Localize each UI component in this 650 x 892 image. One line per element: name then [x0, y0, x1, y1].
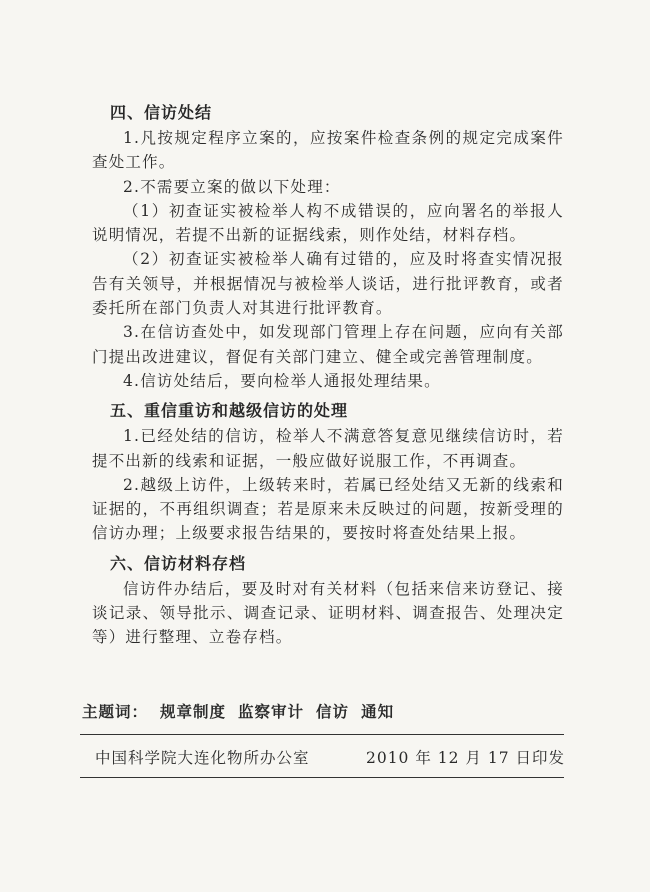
paragraph: （2）初查证实被检举人确有过错的，应及时将查实情况报告有关领导，并根据情况与被检举人谈话，进行批评教育，或者委托所在部门负责人对其进行批评教育。 [92, 250, 564, 318]
paragraph: 1.凡按规定程序立案的，应按案件检查条例的规定完成案件查处工作。 [92, 129, 564, 172]
paragraph: 2.不需要立案的做以下处理： [123, 177, 341, 196]
subject-keyword: 信访 [316, 703, 350, 721]
subject-keyword: 监察审计 [238, 703, 305, 721]
document-body [92, 100, 564, 650]
issuing-office: 中国科学院大连化物所办公室 [95, 749, 310, 767]
subject-label: 主题词： [82, 703, 149, 721]
paragraph: 1.已经处结的信访，检举人不满意答复意见继续信访时，若提不出新的线索和证据，一般应做好说服工作，不再调查。 [92, 427, 564, 470]
paragraph: （1）初查证实被检举人构不成错误的，应向署名的举报人说明情况，若提不出新的证据线索，则作处结，材料存档。 [92, 201, 564, 245]
footer-top-rule [80, 734, 564, 735]
issuance-footer [95, 746, 565, 768]
issue-date: 2010 年 12 月 17 日印发 [365, 749, 565, 767]
paragraph: 3.在信访查处中，如发现部门管理上存在问题，应向有关部门提出改进建议，督促有关部门建立、健全或完善管理制度。 [92, 323, 564, 366]
section-heading: 六、信访材料存档 [110, 553, 247, 573]
paragraph: 2.越级上访件，上级转来时，若属已经处结又无新的线索和证据的，不再组织调查；若是原来未反映过的问题，按新受理的信访办理；上级要求报告结果的，要按时将查处结果上报。 [92, 475, 564, 543]
section-6 [92, 551, 564, 650]
footer-bottom-rule [80, 777, 564, 778]
section-5 [92, 398, 564, 545]
subject-keywords [82, 700, 552, 722]
section-4 [92, 100, 564, 393]
subject-keyword: 通知 [361, 703, 395, 721]
subject-keyword: 规章制度 [160, 703, 227, 721]
section-heading: 四、信访处结 [110, 103, 213, 122]
section-heading: 五、重信重访和越级信访的处理 [110, 401, 349, 421]
paragraph: 4.信访处结后，要向检举人通报处理结果。 [123, 371, 441, 390]
paragraph: 信访件办结后，要及时对有关材料（包括来信来访登记、接谈记录、领导批示、调查记录、证明材料、调查报告、处理决定等）进行整理、立卷存档。 [92, 579, 564, 647]
